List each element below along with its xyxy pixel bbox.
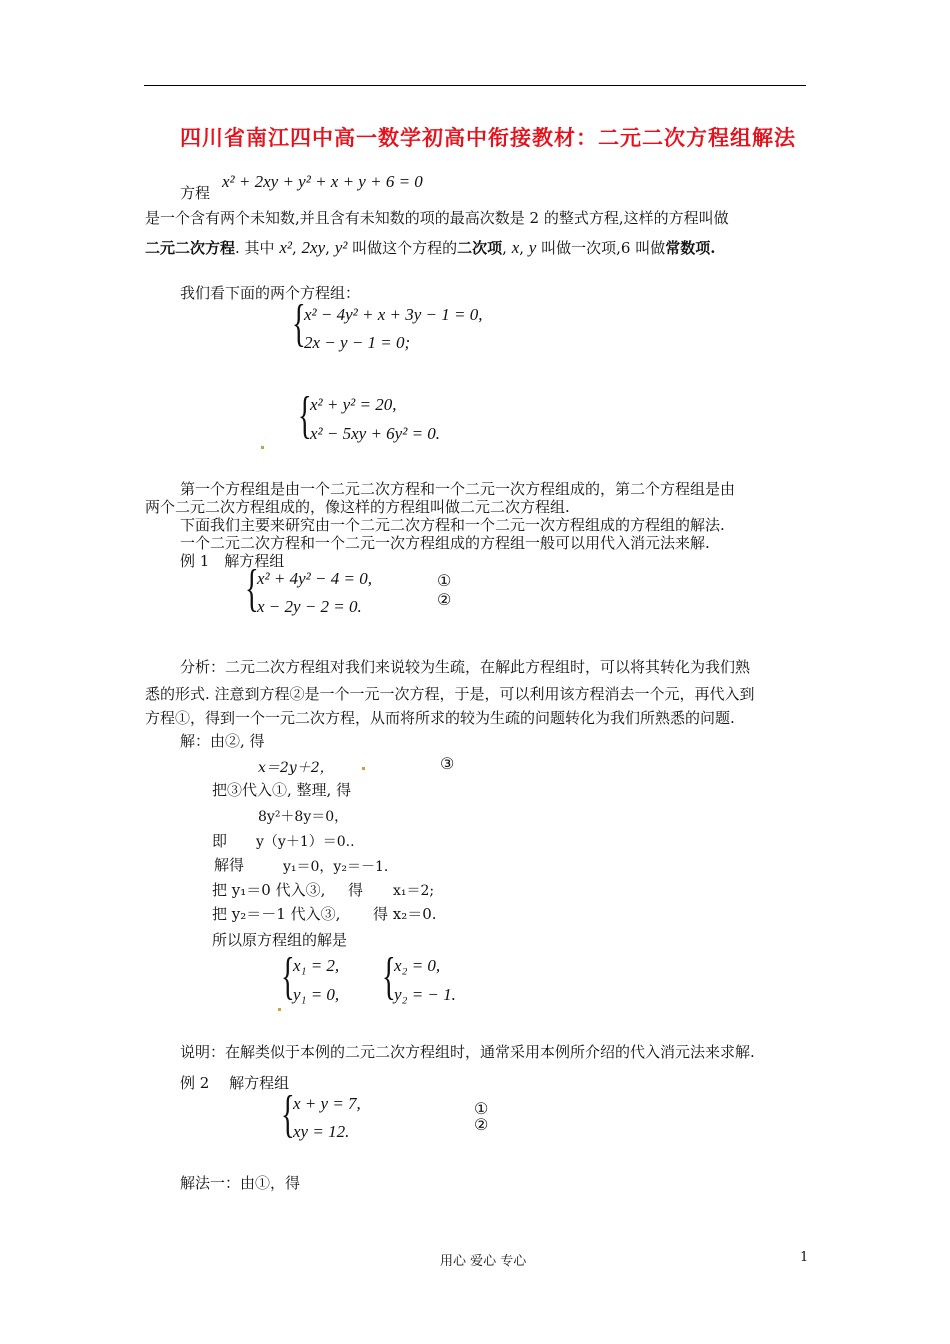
brace-sol1: { bbox=[281, 948, 295, 1005]
analysis-line3: 方程①，得到一个一元二次方程，从而将所求的较为生疏的问题转化为我们所熟悉的问题. bbox=[145, 709, 735, 727]
page-number: 1 bbox=[800, 1250, 809, 1265]
sol-step9: 所以原方程组的解是 bbox=[212, 931, 348, 949]
sol-step6-eq: y₁＝0，y₂＝－1. bbox=[283, 859, 389, 875]
analysis-line2: 悉的形式. 注意到方程②是一个一元一次方程，于是，可以利用该方程消去一个元，再代入到 bbox=[145, 685, 755, 703]
ex1-mark2: ② bbox=[437, 590, 452, 609]
intro-lead: 方程 bbox=[180, 184, 211, 202]
stray-dot bbox=[362, 767, 365, 770]
sol-step8-b: 得 x₂＝0. bbox=[373, 905, 437, 923]
sol-mark3: ③ bbox=[440, 754, 455, 773]
sys2-eq1: x² + y² = 20, bbox=[310, 395, 397, 414]
sol-step7-c: x₁＝2; bbox=[393, 883, 435, 899]
term-2xy: 2xy bbox=[301, 238, 326, 257]
sol-step8-a: 把 y₂＝－1 代入③, bbox=[212, 905, 341, 923]
term-quadratic: 二次项 bbox=[457, 239, 503, 257]
brace-sys2: { bbox=[298, 387, 312, 444]
ex2-eq2: xy = 12. bbox=[293, 1122, 350, 1141]
sys1-eq2: 2x − y − 1 = 0; bbox=[304, 333, 411, 352]
explain-p4: 一个二元二次方程和一个二元一次方程组成的方程组一般可以用代入消元法来解. bbox=[180, 534, 710, 552]
stray-dot bbox=[278, 1008, 281, 1011]
ex2-mark1: ① bbox=[474, 1099, 489, 1118]
sol-step5-eq: y（y＋1）＝0.. bbox=[256, 834, 355, 850]
line2-part-c: 叫做一次项,6 叫做 bbox=[541, 239, 666, 257]
page-title: 四川省南江四中高一数学初高中衔接教材：二元二次方程组解法 bbox=[180, 126, 796, 150]
ex1-eq2: x − 2y − 2 = 0. bbox=[257, 597, 362, 616]
example1-label: 例 1 解方程组 bbox=[180, 552, 285, 570]
ex2-eq1: x + y = 7, bbox=[293, 1094, 361, 1113]
explain-p2: 两个二元二次方程组成的，像这样的方程组叫做二元二次方程组. bbox=[145, 498, 570, 516]
footer-center: 用心 爱心 专心 bbox=[440, 1254, 527, 1269]
note: 说明：在解类似于本例的二元二次方程组时，通常采用本例所介绍的代入消元法来求解. bbox=[180, 1043, 755, 1061]
explain-p1: 第一个方程组是由一个二元二次方程和一个二元一次方程组成的，第二个方程组是由 bbox=[180, 480, 736, 498]
brace-sol2: { bbox=[382, 948, 396, 1005]
sol1-x: x₁ = 2, bbox=[293, 956, 340, 975]
brace-ex1: { bbox=[245, 560, 259, 617]
intro-equation: x² + 2xy + y² + x + y + 6 = 0 bbox=[222, 172, 423, 191]
sol-step7-a: 把 y₁＝0 代入③, bbox=[212, 881, 326, 899]
sol-step5-label: 即 bbox=[212, 832, 228, 850]
sol2-x: x₂ = 0, bbox=[394, 956, 441, 975]
sys2-eq2: x² − 5xy + 6y² = 0. bbox=[310, 424, 441, 443]
sol-step2: x＝2y＋2， bbox=[258, 760, 334, 776]
sys1-eq1: x² − 4y² + x + 3y − 1 = 0, bbox=[304, 305, 483, 324]
intro-line2: 二元二次方程. 其中 x², 2xy, y² 叫做这个方程的二次项, x, y 叫做一次项,6 叫做常数项. bbox=[145, 238, 716, 257]
header-rule bbox=[144, 85, 806, 86]
sol-step4: 8y²＋8y＝0， bbox=[258, 809, 349, 825]
term-x-squared: x² bbox=[279, 238, 292, 257]
ex1-eq1: x² + 4y² − 4 = 0, bbox=[257, 569, 372, 588]
intro-line1: 是一个含有两个未知数,并且含有未知数的项的最高次数是 2 的整式方程,这样的方程叫做 bbox=[145, 209, 729, 227]
ex1-mark1: ① bbox=[437, 571, 452, 590]
sol2-y: y₂ = − 1. bbox=[394, 985, 456, 1004]
systems-intro-text: 我们看下面的两个方程组： bbox=[180, 284, 361, 302]
explain-p3: 下面我们主要来研究由一个二元二次方程和一个二元一次方程组成的方程组的解法. bbox=[180, 516, 725, 534]
sol1-y: y₁ = 0, bbox=[293, 985, 340, 1004]
term-x: x bbox=[511, 238, 520, 257]
line2-part-b: 叫做这个方程的 bbox=[352, 239, 458, 257]
term-constant: 常数项. bbox=[665, 239, 716, 257]
ex2-mark2: ② bbox=[474, 1115, 489, 1134]
analysis-line1: 分析：二元二次方程组对我们来说较为生疏，在解此方程组时，可以将其转化为我们熟 bbox=[180, 658, 751, 676]
sol-step3: 把③代入①, 整理, 得 bbox=[212, 781, 352, 799]
term-y-squared: y² bbox=[334, 238, 348, 257]
line2-part-a: . 其中 bbox=[235, 239, 275, 257]
brace-ex2: { bbox=[281, 1086, 295, 1143]
method1: 解法一：由①，得 bbox=[180, 1174, 301, 1192]
term-y: y bbox=[528, 238, 537, 257]
sol-step6-label: 解得 bbox=[214, 856, 245, 874]
brace-sys1: { bbox=[292, 295, 306, 352]
example2-label: 例 2 解方程组 bbox=[180, 1074, 290, 1092]
stray-dot bbox=[261, 446, 264, 449]
term-binary-quadratic: 二元二次方程 bbox=[145, 239, 236, 257]
sol-step7-b: 得 bbox=[348, 881, 364, 899]
sol-step1: 解：由②, 得 bbox=[180, 732, 265, 750]
